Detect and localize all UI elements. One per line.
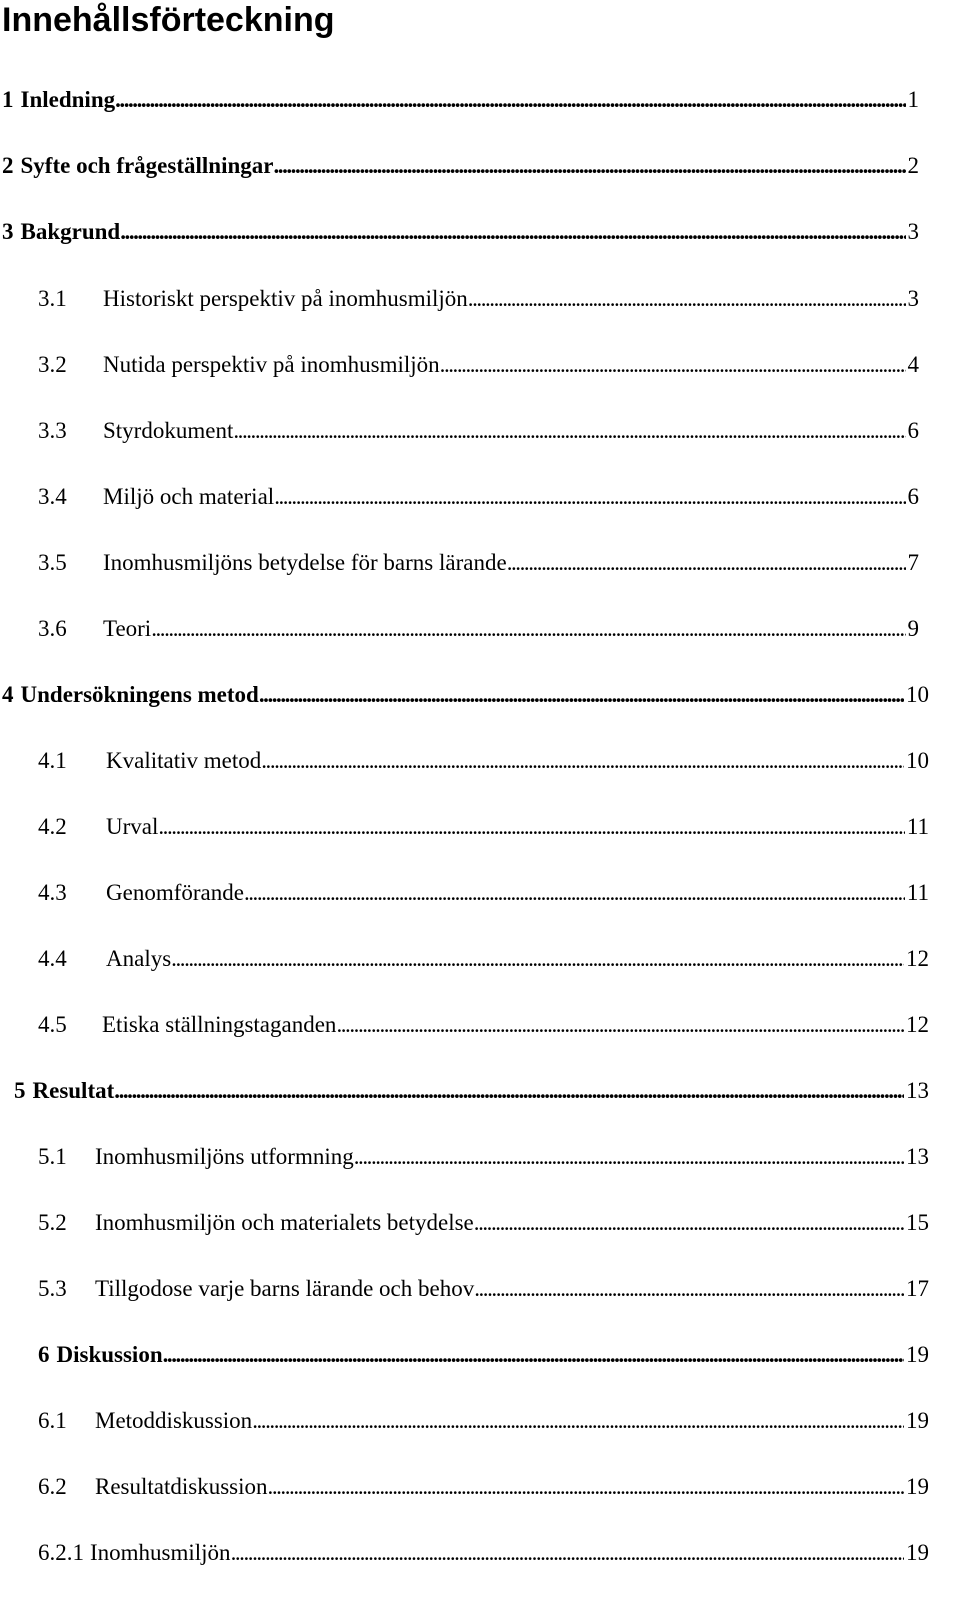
toc-entry-number: 3 <box>2 219 14 244</box>
toc-entry-page: 13 <box>906 1144 929 1169</box>
toc-entry-label: Metoddiskussion <box>95 1408 253 1433</box>
toc-entry-diskussion[interactable] <box>38 1339 929 1371</box>
toc-entry-page: 7 <box>907 550 919 575</box>
dot-leader <box>231 1537 904 1569</box>
toc-entry-label: Teori <box>103 616 152 641</box>
toc-title: Innehållsförteckning <box>2 1 335 39</box>
toc-entry-styrdokument[interactable] <box>38 415 919 447</box>
toc-entry-label: Bakgrund <box>20 219 121 244</box>
toc-entry-number: 5 <box>14 1078 26 1103</box>
toc-entry-page: 17 <box>906 1276 929 1301</box>
dot-leader <box>120 216 905 248</box>
toc-entry-number: 4.5 <box>38 1012 67 1037</box>
toc-entry-tillgodose-varje-barn[interactable] <box>38 1273 929 1305</box>
toc-entry-page: 19 <box>906 1342 929 1367</box>
toc-entry-number: 6 <box>38 1342 50 1367</box>
toc-entry-page: 6 <box>907 418 919 443</box>
toc-entry-page: 3 <box>907 286 919 311</box>
toc-entry-page: 10 <box>906 682 929 707</box>
toc-entry-page: 12 <box>906 1012 929 1037</box>
toc-entry-page: 19 <box>906 1408 929 1433</box>
toc-entry-number: 1 <box>2 87 14 112</box>
dot-leader <box>233 415 905 447</box>
dot-leader <box>274 481 905 513</box>
toc-entry-etiska-stallningstaganden[interactable] <box>38 1009 929 1041</box>
dot-leader <box>354 1141 904 1173</box>
toc-entry-label: Inledning <box>20 87 116 112</box>
toc-entry-resultat[interactable] <box>14 1075 929 1107</box>
toc-entry-label: Inomhusmiljöns betydelse för barns lärande <box>103 550 507 575</box>
toc-entry-page: 4 <box>907 352 919 377</box>
dot-leader <box>259 679 904 711</box>
toc-entry-inomhusmiljon[interactable] <box>38 1537 929 1569</box>
toc-entry-label: Genomförande <box>106 880 244 905</box>
toc-entry-page: 15 <box>906 1210 929 1235</box>
toc-entry-metoddiskussion[interactable] <box>38 1405 929 1437</box>
toc-entry-inomhusmiljons-utformning[interactable] <box>38 1141 929 1173</box>
toc-entry-inledning[interactable] <box>2 84 919 116</box>
toc-entry-undersokningens-metod[interactable] <box>2 679 929 711</box>
toc-entry-label: Diskussion <box>56 1342 163 1367</box>
toc-entry-number: 4.2 <box>38 814 67 839</box>
toc-entry-label: Miljö och material <box>103 484 275 509</box>
toc-entry-number: 4.4 <box>38 946 67 971</box>
toc-entry-label: Nutida perspektiv på inomhusmiljön <box>103 352 440 377</box>
toc-entry-label: Analys <box>106 946 172 971</box>
toc-entry-label: Historiskt perspektiv på inomhusmiljön <box>103 286 468 311</box>
toc-entry-number: 2 <box>2 153 14 178</box>
toc-entry-number: 4.1 <box>38 748 67 773</box>
toc-entry-nutida-perspektiv[interactable] <box>38 349 919 381</box>
toc-entry-label: Inomhusmiljön <box>90 1540 231 1565</box>
toc-entry-number: 3.4 <box>38 484 67 509</box>
toc-entry-page: 2 <box>907 153 919 178</box>
toc-entry-number: 3.2 <box>38 352 67 377</box>
toc-entry-number: 6.1 <box>38 1408 67 1433</box>
dot-leader <box>261 745 904 777</box>
dot-leader <box>474 1273 904 1305</box>
toc-entry-page: 9 <box>907 616 919 641</box>
toc-entry-label: Syfte och frågeställningar <box>20 153 274 178</box>
toc-entry-number: 6.2 <box>38 1474 67 1499</box>
toc-entry-materialets-betydelse[interactable] <box>38 1207 929 1239</box>
toc-entry-label: Etiska ställningstaganden <box>102 1012 337 1037</box>
toc-entry-kvalitativ-metod[interactable] <box>38 745 929 777</box>
dot-leader <box>151 613 905 645</box>
dot-leader <box>163 1339 904 1371</box>
toc-entry-number: 5.2 <box>38 1210 67 1235</box>
toc-entry-label: Resultatdiskussion <box>95 1474 268 1499</box>
toc-entry-number: 3.1 <box>38 286 67 311</box>
dot-leader <box>507 547 906 579</box>
dot-leader <box>468 283 906 315</box>
toc-entry-number: 3.5 <box>38 550 67 575</box>
toc-entry-historiskt-perspektiv[interactable] <box>38 283 919 315</box>
toc-entry-page: 19 <box>906 1540 929 1565</box>
toc-entry-number: 3.3 <box>38 418 67 443</box>
toc-entry-page: 10 <box>906 748 929 773</box>
toc-entry-number: 6.2.1 <box>38 1540 84 1565</box>
toc-entry-number: 5.3 <box>38 1276 67 1301</box>
toc-entry-page: 13 <box>906 1078 929 1103</box>
dot-leader <box>474 1207 904 1239</box>
toc-entry-number: 4.3 <box>38 880 67 905</box>
dot-leader <box>336 1009 904 1041</box>
toc-entry-number: 3.6 <box>38 616 67 641</box>
dot-leader <box>440 349 906 381</box>
toc-entry-label: Undersökningens metod <box>20 682 259 707</box>
dot-leader <box>268 1471 904 1503</box>
dot-leader <box>252 1405 904 1437</box>
toc-entry-genomforande[interactable] <box>38 877 929 909</box>
toc-entry-label: Resultat <box>32 1078 115 1103</box>
toc-entry-label: Kvalitativ metod <box>106 748 262 773</box>
toc-entry-syfte[interactable] <box>2 150 919 182</box>
toc-entry-page: 12 <box>906 946 929 971</box>
toc-entry-page: 6 <box>907 484 919 509</box>
toc-entry-bakgrund[interactable] <box>2 216 919 248</box>
toc-entry-page: 3 <box>907 219 919 244</box>
dot-leader <box>115 84 905 116</box>
toc-entry-label: Inomhusmiljön och materialets betydelse <box>95 1210 474 1235</box>
toc-entry-miljo-och-material[interactable] <box>38 481 919 513</box>
dot-leader <box>244 877 905 909</box>
dot-leader <box>171 943 904 975</box>
dot-leader <box>158 811 904 843</box>
toc-entry-page: 1 <box>907 87 919 112</box>
toc-entry-page: 11 <box>906 880 929 905</box>
toc-entry-urval[interactable] <box>38 811 929 843</box>
toc-entry-label: Inomhusmiljöns utformning <box>95 1144 354 1169</box>
dot-leader <box>114 1075 904 1107</box>
toc-entry-label: Styrdokument <box>103 418 234 443</box>
toc-entry-label: Urval <box>106 814 159 839</box>
toc-entry-inomhusmiljons-betydelse[interactable] <box>38 547 919 579</box>
toc-entry-teori[interactable] <box>38 613 919 645</box>
toc-entry-number: 5.1 <box>38 1144 67 1169</box>
toc-entry-number: 4 <box>2 682 14 707</box>
dot-leader <box>273 150 905 182</box>
toc-entry-page: 11 <box>906 814 929 839</box>
toc-entry-page: 19 <box>906 1474 929 1499</box>
toc-entry-resultatdiskussion[interactable] <box>38 1471 929 1503</box>
toc-entry-label: Tillgodose varje barns lärande och behov <box>95 1276 475 1301</box>
toc-entry-analys[interactable] <box>38 943 929 975</box>
